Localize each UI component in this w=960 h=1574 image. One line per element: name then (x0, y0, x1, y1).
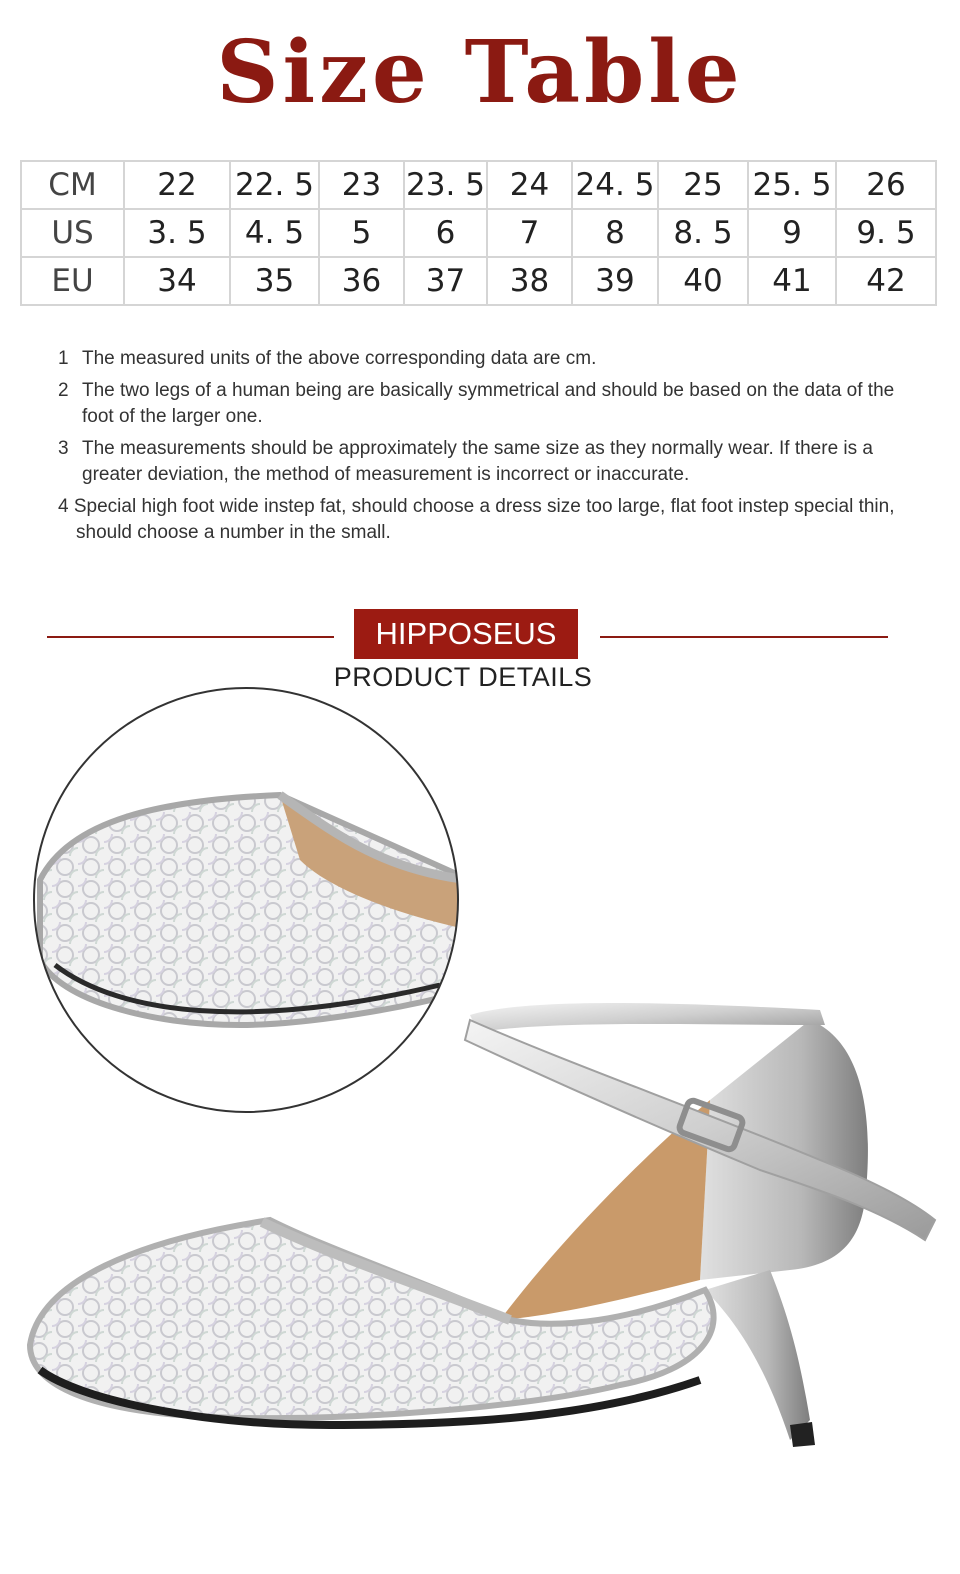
divider-left (47, 636, 334, 638)
size-notes (58, 346, 898, 552)
size-cell: 9. 5 (836, 209, 936, 257)
size-cell: 25 (658, 161, 748, 209)
size-cell: 5 (319, 209, 404, 257)
note-number: 2 (58, 380, 69, 401)
size-cell: 9 (748, 209, 836, 257)
size-cell: 42 (836, 257, 936, 305)
size-row-us (21, 209, 936, 257)
row-label: CM (21, 161, 124, 209)
size-cell: 36 (319, 257, 404, 305)
size-cell: 39 (572, 257, 658, 305)
size-cell: 25. 5 (748, 161, 836, 209)
size-row-cm (21, 161, 936, 209)
size-cell: 7 (487, 209, 572, 257)
size-cell: 26 (836, 161, 936, 209)
note-text: The two legs of a human being are basically symmetrical and should be based on the data of the foot of the larger one. (82, 380, 895, 427)
size-table (20, 160, 937, 306)
size-cell: 3. 5 (124, 209, 230, 257)
brand-badge: HIPPOSEUS (354, 609, 578, 659)
note-1 (58, 346, 898, 372)
size-cell: 4. 5 (230, 209, 319, 257)
size-cell: 38 (487, 257, 572, 305)
page-title: Size Table (216, 22, 744, 123)
note-2 (58, 378, 898, 430)
size-cell: 35 (230, 257, 319, 305)
size-cell: 22. 5 (230, 161, 319, 209)
size-cell: 23 (319, 161, 404, 209)
size-cell: 22 (124, 161, 230, 209)
size-cell: 41 (748, 257, 836, 305)
divider-right (600, 636, 888, 638)
size-cell: 34 (124, 257, 230, 305)
note-number: 3 (58, 438, 69, 459)
row-label: EU (21, 257, 124, 305)
row-label: US (21, 209, 124, 257)
note-4 (58, 494, 898, 546)
size-cell: 37 (404, 257, 487, 305)
section-subtitle: PRODUCT DETAILS (333, 662, 593, 692)
size-cell: 8 (572, 209, 658, 257)
size-cell: 40 (658, 257, 748, 305)
size-cell: 24 (487, 161, 572, 209)
size-row-eu (21, 257, 936, 305)
product-photo (0, 680, 960, 1560)
size-cell: 23. 5 (404, 161, 487, 209)
size-cell: 6 (404, 209, 487, 257)
note-3 (58, 436, 898, 488)
note-text: The measured units of the above corresponding data are cm. (82, 348, 597, 369)
note-text: The measurements should be approximately the same size as they normally wear. If there is a greater deviation, the method of measurement is incorrect or inaccurate. (82, 438, 873, 485)
note-text: 4 Special high foot wide instep fat, should choose a dress size too large, flat foot instep special thin, should choose a number in the small. (58, 496, 895, 543)
note-number: 1 (58, 348, 69, 369)
size-cell: 24. 5 (572, 161, 658, 209)
size-cell: 8. 5 (658, 209, 748, 257)
zoom-detail-circle (34, 688, 470, 1112)
